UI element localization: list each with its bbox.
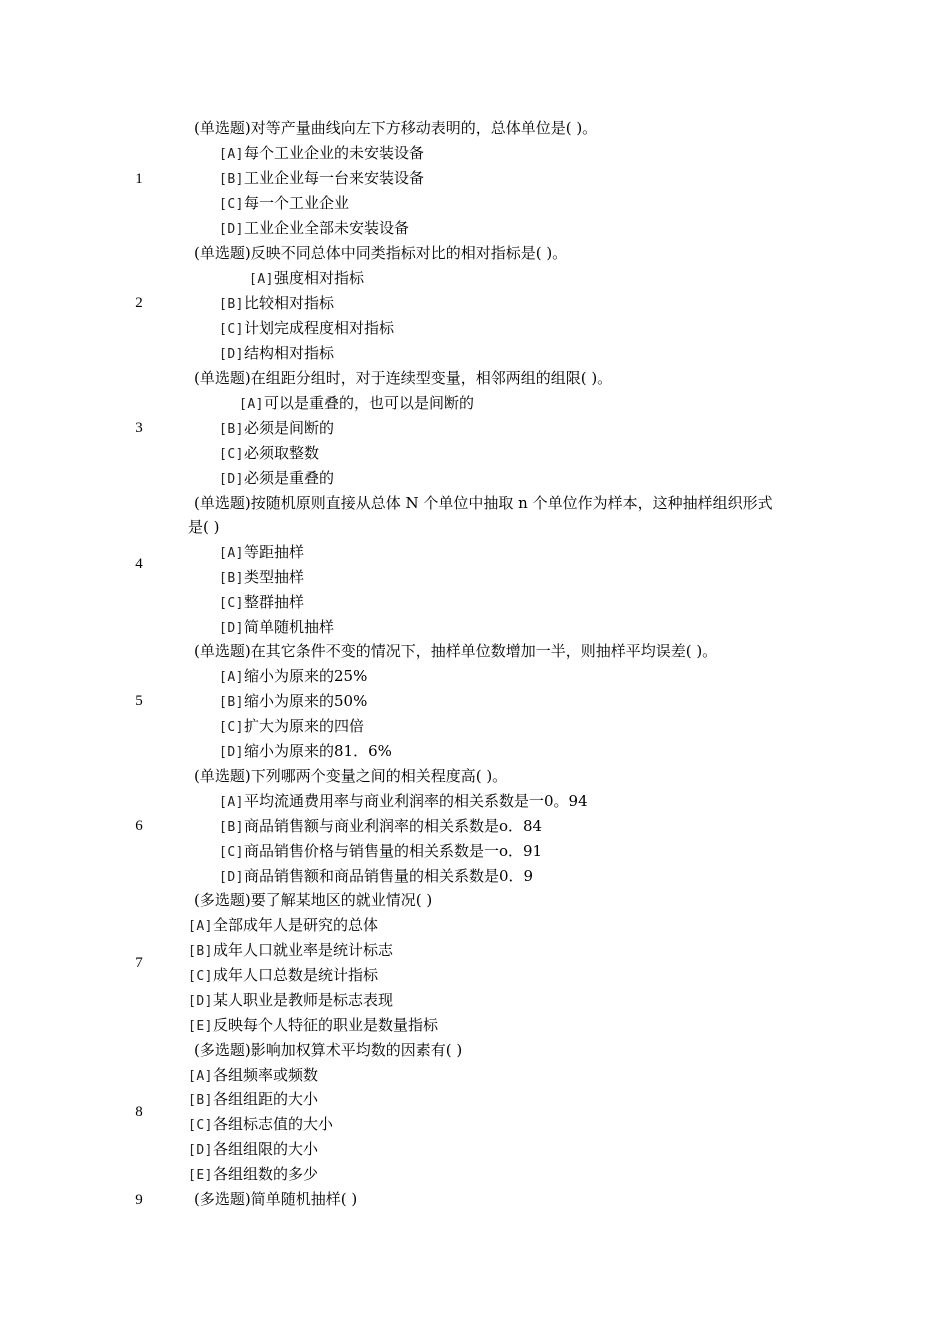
option-tag: [C]: [219, 845, 244, 860]
option-tag: [C]: [219, 197, 244, 212]
question-number: 6: [135, 818, 143, 834]
question-stem: (单选题)按随机原则直接从总体 N 个单位中抽取 n 个单位作为样本，这种抽样组织形式: [194, 494, 773, 512]
option-text: 扩大为原来的四倍: [243, 717, 364, 735]
question-stem: (单选题)下列哪两个变量之间的相关程度高( )。: [194, 767, 508, 785]
option-tag: [B]: [219, 422, 244, 437]
option-b: [219, 816, 542, 838]
question-stem: (多选题)影响加权算术平均数的因素有( ): [194, 1041, 463, 1059]
option-c: [219, 443, 319, 465]
option-tag: [A]: [219, 546, 244, 561]
option-tag: [D]: [219, 222, 244, 237]
option-tag: [D]: [188, 994, 213, 1009]
option-c: [219, 841, 542, 863]
option-tag: [D]: [219, 870, 244, 885]
option-tag: [A]: [188, 919, 213, 934]
option-text: 缩小为原来的25%: [243, 667, 368, 685]
option-d: [219, 468, 334, 490]
question-number: 2: [135, 295, 143, 311]
option-tag: [B]: [219, 695, 244, 710]
option-tag: [A]: [219, 147, 244, 162]
option-a: [219, 666, 367, 688]
option-text: 可以是重叠的，也可以是间断的: [263, 394, 474, 412]
question-stem: (多选题)要了解某地区的就业情况( ): [194, 891, 433, 909]
option-c: [188, 965, 378, 987]
option-c: [219, 193, 349, 215]
option-text: 某人职业是教师是标志表现: [212, 991, 393, 1009]
question-stem: (单选题)对等产量曲线向左下方移动表明的，总体单位是( )。: [194, 119, 598, 137]
option-text: 全部成年人是研究的总体: [212, 916, 378, 934]
option-a: [188, 1065, 318, 1087]
option-a: [219, 791, 588, 813]
option-text: 强度相对指标: [273, 269, 364, 287]
option-d: [188, 990, 393, 1012]
option-tag: [A]: [219, 795, 244, 810]
question-stem: (单选题)在其它条件不变的情况下，抽样单位数增加一半，则抽样平均误差( )。: [194, 642, 718, 660]
option-c: [219, 318, 394, 340]
option-c: [219, 592, 304, 614]
option-text: 每个工业企业的未安装设备: [243, 144, 424, 162]
option-tag: [C]: [219, 596, 244, 611]
option-tag: [B]: [219, 297, 244, 312]
question-stem: (单选题)反映不同总体中同类指标对比的相对指标是( )。: [194, 244, 568, 262]
option-text: 每一个工业企业: [243, 194, 349, 212]
option-text: 各组标志值的大小: [212, 1115, 333, 1133]
question-number: 9: [135, 1192, 143, 1208]
option-d: [219, 218, 409, 240]
question-stem-continued: 是( ): [188, 518, 220, 536]
option-tag: [C]: [219, 322, 244, 337]
option-a: [239, 393, 474, 415]
option-text: 类型抽样: [243, 568, 304, 586]
option-text: 各组组限的大小: [212, 1140, 318, 1158]
option-text: 必须是重叠的: [243, 469, 334, 487]
option-e: [188, 1164, 318, 1186]
option-tag: [D]: [219, 472, 244, 487]
option-e: [188, 1015, 438, 1037]
question-stem: (多选题)简单随机抽样( ): [194, 1190, 358, 1208]
option-text: 必须取整数: [243, 444, 319, 462]
option-text: 等距抽样: [243, 543, 304, 561]
question-number: 4: [135, 556, 143, 572]
option-tag: [E]: [188, 1168, 213, 1183]
option-d: [219, 866, 533, 888]
option-text: 平均流通费用率与商业利润率的相关系数是一0。94: [243, 792, 588, 810]
option-tag: [B]: [188, 1093, 213, 1108]
option-b: [188, 940, 393, 962]
question-number: 7: [135, 955, 143, 971]
option-text: 各组组距的大小: [212, 1090, 318, 1108]
option-tag: [D]: [219, 347, 244, 362]
option-text: 整群抽样: [243, 593, 304, 611]
question-number: 1: [135, 171, 143, 187]
option-tag: [B]: [219, 172, 244, 187]
option-tag: [B]: [188, 944, 213, 959]
option-a: [188, 915, 378, 937]
option-b: [188, 1089, 318, 1111]
option-text: 工业企业每一台来安装设备: [243, 169, 424, 187]
option-text: 各组频率或频数: [212, 1066, 318, 1084]
option-tag: [E]: [188, 1019, 213, 1034]
question-stem: (单选题)在组距分组时，对于连续型变量，相邻两组的组限( )。: [194, 369, 613, 387]
option-text: 商品销售额和商品销售量的相关系数是0．9: [243, 867, 534, 885]
option-b: [219, 567, 304, 589]
option-text: 成年人口总数是统计指标: [212, 966, 378, 984]
option-b: [219, 293, 334, 315]
option-text: 各组组数的多少: [212, 1165, 318, 1183]
option-tag: [D]: [219, 621, 244, 636]
option-tag: [D]: [188, 1143, 213, 1158]
option-c: [188, 1114, 333, 1136]
option-text: 商品销售额与商业利润率的相关系数是o．84: [243, 817, 543, 835]
option-tag: [A]: [188, 1069, 213, 1084]
option-b: [219, 418, 334, 440]
option-d: [219, 741, 392, 763]
option-b: [219, 691, 367, 713]
question-number: 8: [135, 1104, 143, 1120]
option-a: [249, 268, 364, 290]
option-text: 结构相对指标: [243, 344, 334, 362]
option-tag: [A]: [219, 670, 244, 685]
option-d: [219, 343, 334, 365]
question-number: 3: [135, 420, 143, 436]
option-c: [219, 716, 364, 738]
option-a: [219, 143, 424, 165]
option-text: 反映每个人特征的职业是数量指标: [212, 1016, 438, 1034]
option-tag: [C]: [219, 720, 244, 735]
option-tag: [A]: [249, 272, 274, 287]
option-tag: [C]: [188, 1118, 213, 1133]
option-b: [219, 168, 424, 190]
option-d: [219, 617, 334, 639]
option-text: 成年人口就业率是统计标志: [212, 941, 393, 959]
option-tag: [B]: [219, 820, 244, 835]
question-number: 5: [135, 693, 143, 709]
option-tag: [A]: [239, 397, 264, 412]
option-text: 工业企业全部未安装设备: [243, 219, 409, 237]
option-text: 必须是间断的: [243, 419, 334, 437]
option-text: 缩小为原来的81．6%: [243, 742, 392, 760]
option-text: 缩小为原来的50%: [243, 692, 368, 710]
option-d: [188, 1139, 318, 1161]
option-tag: [C]: [188, 969, 213, 984]
option-text: 商品销售价格与销售量的相关系数是一o．91: [243, 842, 543, 860]
option-a: [219, 542, 304, 564]
option-tag: [D]: [219, 745, 244, 760]
option-text: 比较相对指标: [243, 294, 334, 312]
option-tag: [C]: [219, 447, 244, 462]
option-text: 简单随机抽样: [243, 618, 334, 636]
option-text: 计划完成程度相对指标: [243, 319, 394, 337]
option-tag: [B]: [219, 571, 244, 586]
